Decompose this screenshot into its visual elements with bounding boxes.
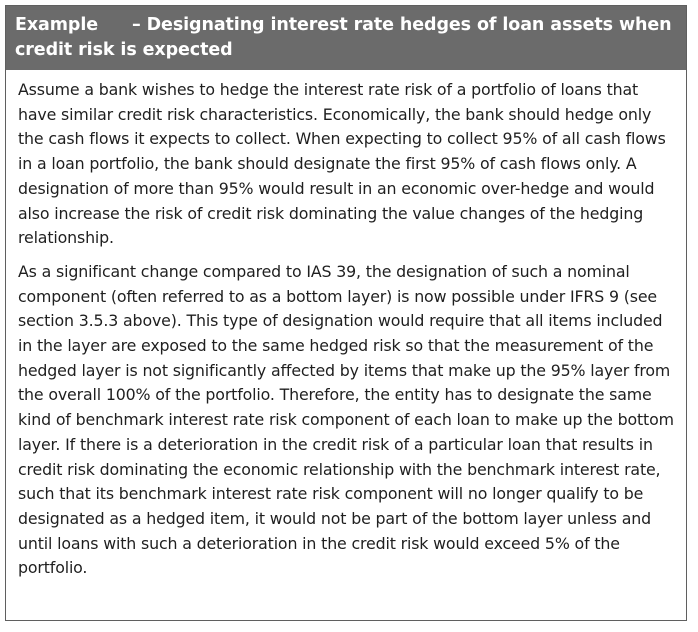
example-box [5, 5, 687, 621]
example-header [6, 6, 686, 70]
example-title: – Designating interest rate hedges of loan assets when credit risk is expected [15, 15, 672, 60]
example-label: Example [15, 15, 98, 35]
example-body [6, 70, 686, 581]
paragraph-1: Assume a bank wishes to hedge the interest rate risk of a portfolio of loans that have similar credit risk characteristics. Economically, the bank should hedge only the cash flows it expects to collect. When expecting to collect 95% of all cash flows in a loan portfolio, the bank should designate the first 95% of cash flows only. A designation of more than 95% would result in an economic over-hedge and would also increase the risk of credit risk dominating the value changes of the hedging relationship. [18, 80, 666, 248]
paragraph-2: As a significant change compared to IAS 39, the designation of such a nominal component (often referred to as a bottom layer) is now possible under IFRS 9 (see section 3.5.3 above). This type of designation would require that all items included in the layer are exposed to the same hedged risk so that the measurement of the hedged layer is not significantly affected by items that make up the 95% layer from the overall 100% of the portfolio. Therefore, the entity has to designate the same kind of benchmark interest rate risk component of each loan to make up the bottom layer. If there is a deterioration in the credit risk of a particular loan that results in credit risk dominating the economic relationship with the benchmark interest rate, such that its benchmark interest rate risk component will no longer qualify to be designated as a hedged item, it would not be part of the bottom layer unless and until loans with such a deterioration in the credit risk would exceed 5% of the portfolio. [18, 261, 674, 578]
